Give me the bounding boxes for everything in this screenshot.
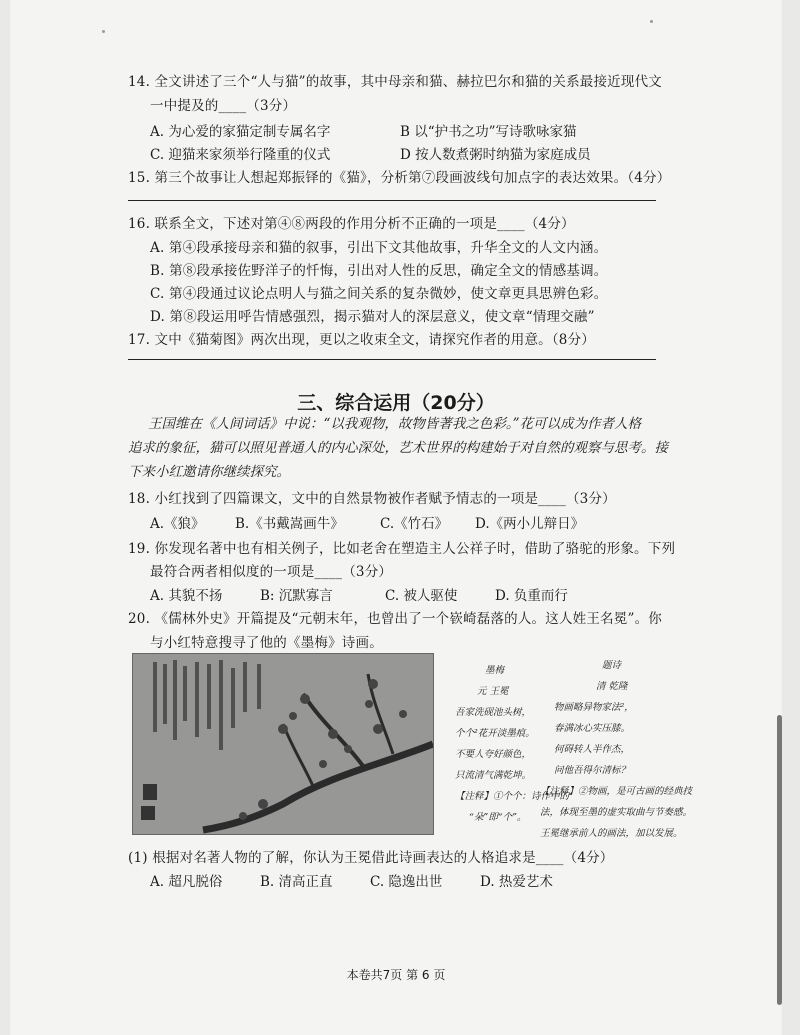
q14-option-b: B 以“护书之功”写诗歌咏家猫 [400,124,577,140]
intro-line-1: 王国维在《人间词话》中说：“以我观物，故物皆著我之色彩。”花可以成为作者人格 [148,416,642,432]
q16-stem: 16. 联系全文，下述对第④⑧两段的作用分析不正确的一项是____（4分） [128,216,575,232]
q14-stem-cont: 一中提及的____（3分） [150,98,297,114]
poem2-note-2: 法，体现至墨的虚实取曲与节奏感。 [540,807,693,818]
ink-plum-painting [132,653,434,835]
q17-answer-line [128,359,656,360]
poem2-note-1: 【注释】②物画，是可古画的经典技 [540,786,693,797]
q15-stem: 15. 第三个故事让人想起郑振铎的《猫》，分析第⑦段画波线句加点字的表达效果。（4分） [128,170,671,186]
poem1-title: 墨梅 [485,665,505,676]
q20-stem-cont: 与小红特意搜寻了他的《墨梅》诗画。 [150,635,383,651]
poem1-note-1: 【注释】①个个：诗作中的 [455,791,570,802]
poem1-line-3: 不要人夸好颜色， [455,749,532,760]
q16-option-a: A. 第④段承接母亲和猫的叙事，引出下文其他故事，升华全文的人文内涵。 [150,240,608,256]
q18-option-a: A.《狼》 [150,516,205,532]
exam-page [10,0,782,1035]
poem1-line-2: 个个²花开淡墨痕。 [455,728,535,739]
scan-speck [102,30,105,33]
q14-options-row2 [150,143,591,163]
q20-sub1-option-b: B. 清高正直 [260,874,333,890]
poem2-line-4: 问他吾得尔清标？ [554,765,631,776]
q18-option-c: C.《竹石》 [380,516,449,532]
q18-stem: 18. 小红找到了四篇课文，文中的自然景物被作者赋予情志的一项是____（3分） [128,491,616,507]
poem1-line-1: 吾家洗砚池头树， [455,707,532,718]
scan-speck [650,20,653,23]
poem-ti-shi [540,655,692,844]
q19-option-c: C. 被人驱使 [385,588,458,604]
vertical-scrollbar[interactable] [777,715,782,1005]
q16-option-b: B. 第⑧段承接佐野洋子的忏悔，引出对人性的反思，确定全文的情感基调。 [150,263,608,279]
q20-stem: 20. 《儒林外史》开篇提及“元朝末年，也曾出了一个嵚崎磊落的人。这人姓王名冕”。你 [128,611,662,627]
q20-sub1-options [150,870,553,890]
poem1-author: 元 王冕 [477,686,509,697]
q18-option-b: B.《书戴嵩画牛》 [235,516,344,532]
q19-options [150,584,568,604]
q14-options-row1 [150,120,577,140]
page-footer: 本卷共7页 第 6 页 [346,968,446,982]
q20-sub1-stem: (1) 根据对名著人物的了解，你认为王冕借此诗画表达的人格追求是____（4分） [128,850,614,866]
poem2-line-2: 春满冰心实压膝。 [554,723,631,734]
section-intro [128,412,673,484]
q16-option-c: C. 第④段通过议论点明人与猫之间关系的复杂微妙，使文章更具思辨色彩。 [150,286,608,302]
poem2-line-3: 何碍转人半作杰， [554,744,631,755]
q14-option-a: A. 为心爱的家猫定制专属名字 [150,124,331,140]
q20-sub1-option-d: D. 热爱艺术 [480,874,553,890]
q14-option-c: C. 迎猫来家须举行隆重的仪式 [150,147,331,163]
poem2-note-3: 王冕继承前人的画法，加以发展。 [540,828,683,839]
q20-sub1-option-c: C. 隐逸出世 [370,874,443,890]
q19-stem-cont: 最符合两者相似度的一项是____（3分） [150,564,393,580]
q19-option-a: A. 其貌不扬 [150,588,223,604]
intro-line-2: 追求的象征，猫可以照见普通人的内心深处，艺术世界的构建始于对自然的观察与思考。接 [128,440,668,456]
poem2-title: 题诗 [602,660,622,671]
section-title: 三、综合运用（20分） [297,392,495,414]
plum-branch-illustration [133,654,433,834]
q19-option-b: B: 沉默寡言 [260,588,333,604]
q18-option-d: D.《两小儿辩日》 [475,516,585,532]
q18-options [150,512,584,532]
q17-stem: 17. 文中《猫菊图》两次出现，更以之收束全文，请探究作者的用意。（8分） [128,332,595,348]
poem1-note-2: “朵”即“个”。 [469,812,527,823]
q15-answer-line [128,200,656,201]
poem2-author: 清 乾隆 [596,681,628,692]
intro-line-3: 下来小红邀请你继续探究。 [128,464,290,480]
q14-option-d: D 按人数煮粥时纳猫为家庭成员 [400,147,591,163]
q19-stem: 19. 你发现名著中也有相关例子，比如老舍在塑造主人公祥子时，借助了骆驼的形象。下列 [128,541,676,557]
q14-stem: 14. 全文讲述了三个“人与猫”的故事，其中母亲和猫、赫拉巴尔和猫的关系最接近现代文 [128,74,662,90]
q20-sub1-option-a: A. 超凡脱俗 [150,874,223,890]
poem1-line-4: 只流清气满乾坤。 [455,770,532,781]
q16-option-d: D. 第⑧段运用呼告情感强烈，揭示猫对人的深层意义，使文章“情理交融” [150,309,595,325]
q19-option-d: D. 负重而行 [495,588,568,604]
poem2-line-1: 物画略异物家法²， [554,702,634,713]
